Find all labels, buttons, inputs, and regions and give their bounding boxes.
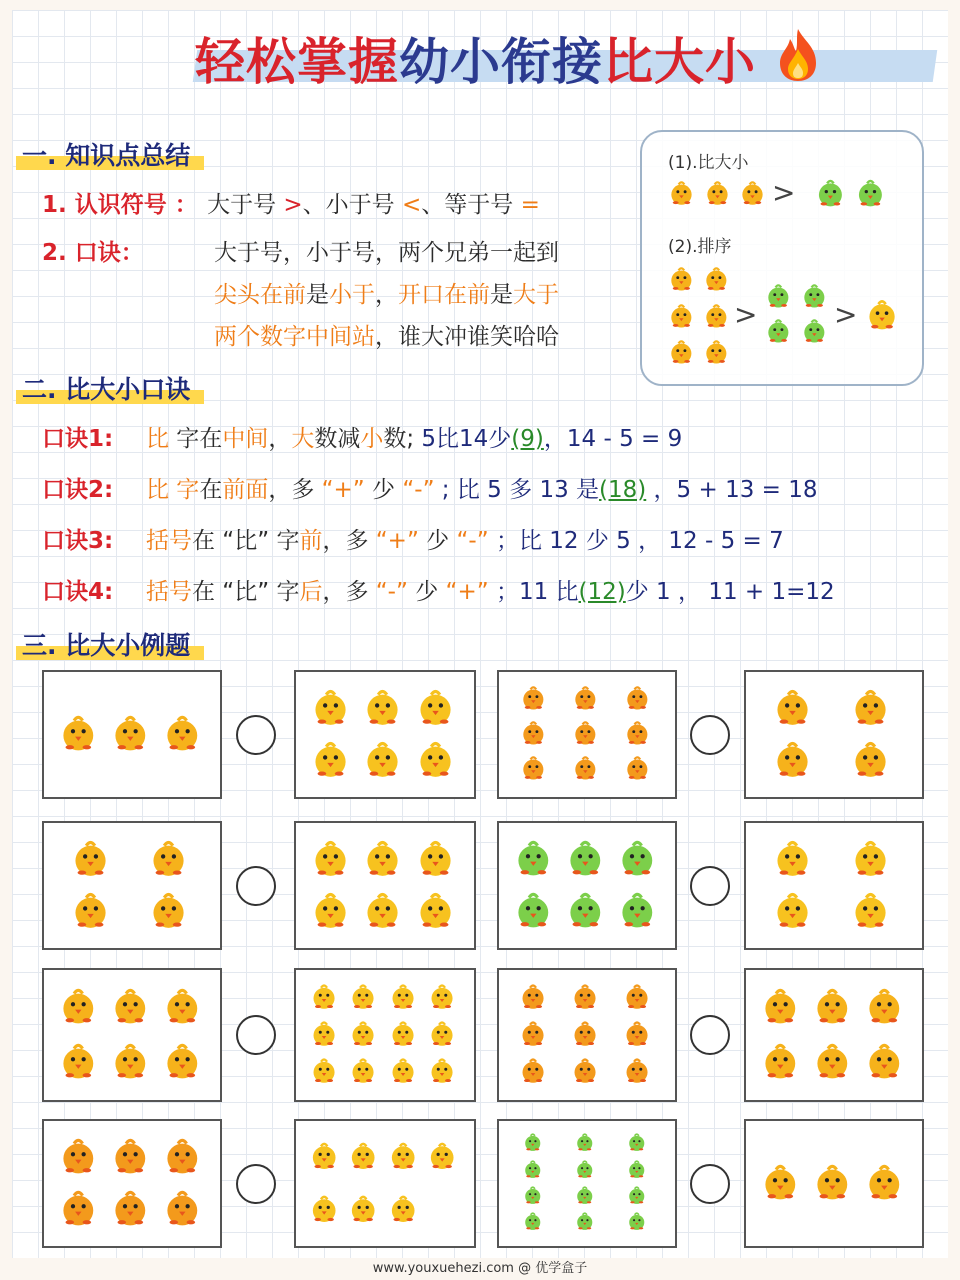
exercise-chick-icon [771,836,814,883]
exercise-chick-icon [161,1039,204,1086]
symbols-line [42,186,540,219]
answer-circle[interactable] [236,715,276,755]
exercise-chick-icon [759,1160,802,1207]
exercise-chick-icon [388,981,418,1015]
sort-chick-icon [800,316,829,349]
exercise-chick-icon [622,981,652,1015]
exercise-chick-icon [414,888,457,935]
sort-chick-icon [864,296,900,336]
page-title [195,22,822,92]
rhyme-text: 括号在 “比” 字前，多 “+” 少 “-” ；比 12 少 5 ， 12 - 5 = 7 [146,528,784,554]
exercise-chick-icon [622,1018,652,1052]
footer-credit: www.youxuehezi.com @ 优学盒子 [372,1261,588,1276]
exercise-chick-icon [759,1039,802,1086]
section-heading-2: 二. 比大小口诀 [22,370,190,406]
exercise-chick-icon [361,836,404,883]
exercise-chick-icon [161,711,204,758]
exercise-chick-icon [309,888,352,935]
answer-circle[interactable] [236,1164,276,1204]
exercise-chick-icon [69,836,112,883]
example-box [640,130,924,386]
exercise-chick-icon [811,984,854,1031]
exercise-chick-icon [57,1039,100,1086]
answer-circle[interactable] [236,866,276,906]
rhyme-text: 括号在 “比” 字后，多 “-” 少 “+” ；11 比(12)少 1 ， 11 + 1=12 [146,579,835,605]
exercise-chick-icon [512,836,555,883]
exercise-chick-icon [512,888,555,935]
exercise-chick-icon [571,683,600,716]
example-chick-icon [738,178,767,211]
answer-circle[interactable] [690,715,730,755]
exercise-chick-icon [57,711,100,758]
title-part-2: 幼小衔接 [399,33,603,91]
exercise-chick-icon [518,1018,548,1052]
exercise-chick-icon [849,685,892,732]
exercise-chick-icon [309,737,352,784]
item1-text-a: 大于号 [207,192,284,218]
exercise-chick-icon [309,836,352,883]
exercise-chick-icon [361,685,404,732]
exercise-chick-icon [309,1055,339,1089]
exercise-chick-icon [361,737,404,784]
exercise-chick-icon [427,1018,457,1052]
section-heading-3: 三. 比大小例题 [22,626,190,662]
exercise-chick-icon [571,718,600,751]
sort-chick-icon [667,301,696,334]
rhyme-line-1: 大于号，小于号，两个兄弟一起到 [214,240,559,266]
exercise-chick-icon [570,1018,600,1052]
exercise-chick-icon [109,711,152,758]
exercise-chick-icon [571,753,600,786]
item1-text-c: 、等于号 [421,192,521,218]
exercise-chick-icon [427,981,457,1015]
rhyme-label: 口诀1: [42,426,114,452]
sort-chick-icon [764,281,793,314]
greater-symbol: > [283,192,303,218]
exercise-chick-icon [414,737,457,784]
sort-chick-icon [667,264,696,297]
answer-circle[interactable] [690,1164,730,1204]
exercise-chick-icon [570,981,600,1015]
rhyme-text: 比 字在中间，大数减小数; 5比14少(9)，14 - 5 = 9 [146,426,683,452]
exercise-chick-icon [348,981,378,1015]
exercise-chick-icon [147,888,190,935]
example-chick-icon [854,176,887,213]
exercise-chick-icon [147,836,190,883]
exercise-chick-icon [388,1018,418,1052]
exercise-chick-icon [161,984,204,1031]
sort-chick-icon [702,264,731,297]
exercise-chick-icon [161,1186,204,1233]
exercise-chick-icon [570,1055,600,1089]
exercise-chick-icon [574,1131,596,1157]
exercise-chick-icon [849,836,892,883]
exercise-chick-icon [863,984,906,1031]
exercise-chick-icon [564,888,607,935]
exercise-chick-icon [57,984,100,1031]
exercise-chick-icon [623,718,652,751]
exercise-chick-icon [308,1192,340,1228]
greater-sign: > [772,176,796,209]
fire-icon [774,27,822,83]
exercise-chick-icon [811,1039,854,1086]
sort-chick-icon [702,301,731,334]
less-symbol: < [401,192,422,218]
exercise-chick-icon [522,1131,544,1157]
exercise-chick-icon [622,1055,652,1089]
exercise-chick-icon [564,836,607,883]
exercise-chick-icon [518,1055,548,1089]
exercise-chick-icon [759,984,802,1031]
exercise-chick-icon [626,1210,648,1236]
exercise-chick-icon [519,683,548,716]
exercise-chick-icon [427,1055,457,1089]
title-part-1: 轻松掌握 [195,33,399,91]
exercise-chick-icon [574,1210,596,1236]
exercise-chick-icon [388,1055,418,1089]
answer-circle[interactable] [236,1015,276,1055]
example-chick-icon [667,178,696,211]
section-heading-1: 一. 知识点总结 [22,136,190,172]
greater-sign-2: > [734,298,758,331]
exercise-chick-icon [616,888,659,935]
exercise-chick-icon [623,753,652,786]
equal-symbol: = [520,192,540,218]
exercise-chick-icon [348,1055,378,1089]
answer-circle[interactable] [690,1015,730,1055]
sort-chick-icon [800,281,829,314]
exercise-chick-icon [771,685,814,732]
exercise-chick-icon [348,1018,378,1052]
exercise-chick-icon [414,836,457,883]
exercise-chick-icon [623,683,652,716]
exercise-chick-icon [771,737,814,784]
exercise-chick-icon [347,1139,379,1175]
exercise-chick-icon [309,685,352,732]
greater-sign-3: > [834,298,858,331]
item1-label: 1. 认识符号 ： [42,192,198,218]
exercise-chick-icon [309,1018,339,1052]
example-caption-1: (1).比大小 [668,153,749,173]
exercise-chick-icon [626,1158,648,1184]
exercise-chick-icon [626,1131,648,1157]
exercise-chick-icon [518,981,548,1015]
exercise-chick-icon [309,981,339,1015]
example-chick-icon [703,178,732,211]
rhyme-text: 比 字在前面，多 “+” 少 “-” ; 比 5 多 13 是(18) ，5 + 13 = 18 [146,477,818,503]
exercise-chick-icon [771,888,814,935]
exercise-chick-icon [519,753,548,786]
exercise-chick-icon [522,1158,544,1184]
exercise-chick-icon [69,888,112,935]
rhyme-label: 口诀2: [42,477,114,503]
exercise-chick-icon [308,1139,340,1175]
exercise-chick-icon [109,1134,152,1181]
exercise-chick-icon [522,1210,544,1236]
exercise-chick-icon [57,1186,100,1233]
rhyme-label: 口诀3: [42,528,114,554]
title-part-3: 比大小 [603,33,756,91]
exercise-chick-icon [109,1186,152,1233]
exercise-chick-icon [574,1158,596,1184]
exercise-chick-icon [616,836,659,883]
rhyme-label: 口诀4: [42,579,114,605]
exercise-chick-icon [849,737,892,784]
example-chick-icon [814,176,847,213]
exercise-chick-icon [161,1134,204,1181]
item1-text-b: 、小于号 [302,192,402,218]
exercise-chick-icon [863,1160,906,1207]
exercise-chick-icon [811,1160,854,1207]
sort-chick-icon [764,316,793,349]
sort-chick-icon [667,337,696,370]
exercise-chick-icon [109,984,152,1031]
exercise-chick-icon [109,1039,152,1086]
exercise-chick-icon [626,1184,648,1210]
exercise-chick-icon [57,1134,100,1181]
exercise-chick-icon [522,1184,544,1210]
exercise-chick-icon [574,1184,596,1210]
sort-chick-icon [702,337,731,370]
exercise-chick-icon [519,718,548,751]
rhyme-line-3: 两个数字中间站，谁大冲谁笑哈哈 [214,324,559,350]
item2-label-line [42,234,144,267]
example-caption-2: (2).排序 [668,237,732,257]
exercise-chick-icon [361,888,404,935]
exercise-chick-icon [414,685,457,732]
answer-circle[interactable] [690,866,730,906]
exercise-chick-icon [426,1139,458,1175]
rhyme-line-2: 尖头在前是小于，开口在前是大于 [214,282,559,308]
item2-label: 2. 口诀： [42,240,144,266]
exercise-chick-icon [863,1039,906,1086]
exercise-chick-icon [347,1192,379,1228]
exercise-chick-icon [849,888,892,935]
exercise-chick-icon [387,1192,419,1228]
exercise-chick-icon [387,1139,419,1175]
